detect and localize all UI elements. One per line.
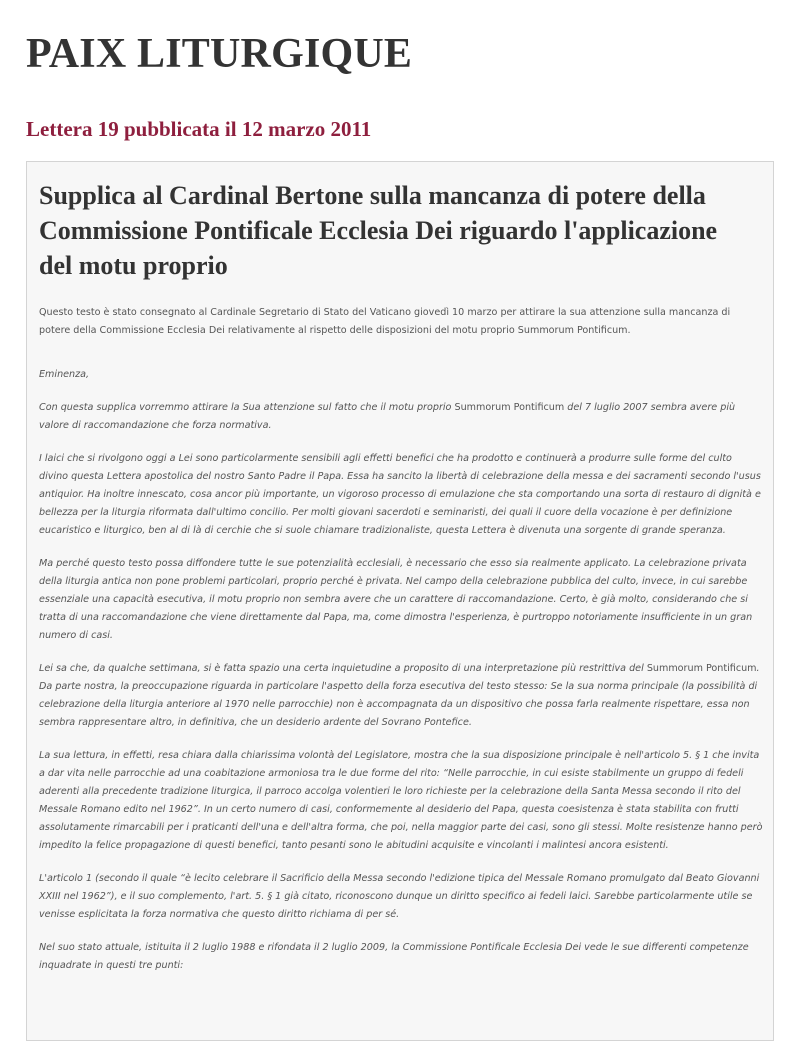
letter-paragraph xyxy=(39,399,763,435)
site-title: PAIX LITURGIQUE xyxy=(26,31,413,77)
paragraph-text: La sua lettura, in effetti, resa chiara dalla chiarissima volontà del Legislatore, mostra che la sua disposizione principale è nell'articolo 5. § 1 che invita a dar vita nelle parrocchie ad una coabitazione armoniosa tra le due forme del rito: “Nelle parrocchie, in cui esiste stabilmente un gruppo di fedeli aderenti alla precedente tradizione liturgica, il parroco accolga volentieri le loro richieste per la celebrazione della Santa Messa secondo il rito del Messale Romano edito nel 1962”. In un certo numero di casi, conformemente al desiderio del Papa, questa coesistenza è stata stabilita con frutti assolutamente rimarcabili per i praticanti dell'una e dell'altra forma, che poi, nella maggior parte dei casi, sono gli stessi. Molte resistenze hanno però impedito la felice propagazione di questi benefici, tanto pesanti sono le abitudini acquisite e vincolanti i malintesi ancora esistenti. xyxy=(39,750,763,851)
paragraph-text: I laici che si rivolgono oggi a Lei sono particolarmente sensibili agli effetti benefici che ha prodotto e continuerà a produrre sulle forme del culto divino questa Lettera apostolica del nostro Santo Padre il Papa. Essa ha sancito la libertà di celebrazione della messa e dei sacramenti secondo l'usus antiquior. Ha inoltre innescato, cosa ancor più importante, un vigoroso processo di emulazione che sta comportando una sorta di restauro di dignità e bellezza per la liturgia riformata dall'ultimo concilio. Per molti giovani sacerdoti e seminaristi, dei quali il cuore della vocazione è per definizione eucaristico e liturgico, ben al di là di cerchie che si suole chiamare tradizionaliste, questa Lettera è divenuta una sorgente di grande speranza. xyxy=(39,453,761,536)
letter-paragraph xyxy=(39,450,763,540)
paragraph-text: Lei sa che, da qualche settimana, si è fatta spazio una certa inquietudine a proposito di una interpretazione più restrittiva del xyxy=(39,663,647,674)
paragraph-text: del 7 luglio 2007 sembra avere più valore di raccomandazione che forza normativa. xyxy=(39,402,736,431)
paragraph-text: Con questa supplica vorremmo attirare la Sua attenzione sul fatto che il motu proprio xyxy=(39,402,455,413)
article-body xyxy=(39,366,763,975)
paragraph-text: Ma perché questo testo possa diffondere tutte le sue potenzialità ecclesiali, è necessario che esso sia realmente applicato. La celebrazione privata della liturgia antica non pone problemi particolari, proprio perché è privata. Nel campo della celebrazione pubblica del culto, invece, in cui sarebbe essenziale una capacità esecutiva, il motu proprio non sembra avere che un carattere di raccomandazione. Certo, è già molto, considerando che si tratta di una raccomandazione che viene direttamente dal Papa, ma, come dimostra l'esperienza, è purtroppo notoriamente insufficiente in un gran numero di casi. xyxy=(39,558,753,641)
letter-heading: Lettera 19 pubblicata il 12 marzo 2011 xyxy=(26,117,372,141)
article-title: Supplica al Cardinal Bertone sulla mancanza di potere della Commissione Pontificale Ecclesia Dei riguardo l'applicazione del motu proprio xyxy=(39,181,718,280)
letter-paragraph xyxy=(39,660,763,732)
letter-paragraph xyxy=(39,870,763,924)
paragraph-text: Eminenza, xyxy=(39,369,90,380)
article-intro: Questo testo è stato consegnato al Cardinale Segretario di Stato del Vaticano giovedì 10 marzo per attirare la sua attenzione sulla mancanza di potere della Commissione Ecclesia Dei relativamente al rispetto delle disposizioni del motu proprio Summorum Pontificum. xyxy=(39,307,731,336)
paragraph-text: L'articolo 1 (secondo il quale “è lecito celebrare il Sacrificio della Messa secondo l'edizione tipica del Messale Romano promulgato dal Beato Giovanni XXIII nel 1962”), e il suo complemento, l'art. 5. § 1 già citato, riconoscono dunque un diritto specifico ai fedeli laici. Sarebbe particolarmente utile se venisse esplicitata la forza normativa che questo diritto richiama di per sé. xyxy=(39,873,760,920)
letter-paragraph xyxy=(39,366,763,384)
article-container xyxy=(26,161,774,1041)
paragraph-text: . Da parte nostra, la preoccupazione riguarda in particolare l'aspetto della forza esecutiva del testo stesso: Se la sua norma principale (la possibilità di celebrazione della liturgia anteriore al 1970 nelle parrocchie) non è accompagnata da un dispositivo che possa farla realmente rispettare, essa non sembra rappresentare altro, in definitiva, che un desiderio ardente del Sovrano Pontefice. xyxy=(39,663,760,728)
letter-paragraph xyxy=(39,747,763,855)
paragraph-text: Summorum Pontificum xyxy=(646,663,757,674)
letter-paragraph xyxy=(39,555,763,645)
letter-paragraph xyxy=(39,939,763,975)
paragraph-text: Nel suo stato attuale, istituita il 2 luglio 1988 e rifondata il 2 luglio 2009, la Commissione Pontificale Ecclesia Dei vede le sue differenti competenze inquadrate in questi tre punti: xyxy=(39,942,749,971)
paragraph-text: Summorum Pontificum xyxy=(454,402,565,413)
